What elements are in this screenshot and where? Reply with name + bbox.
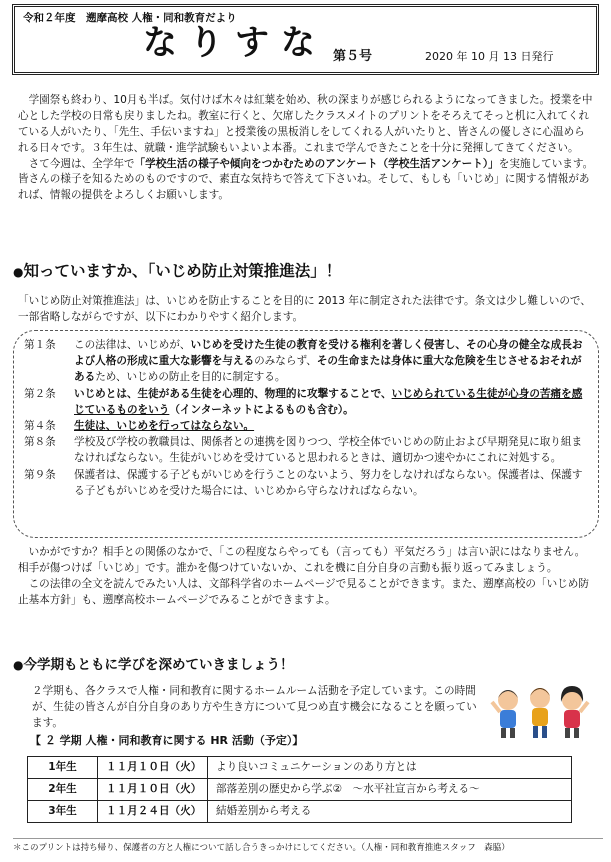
date-cell: １１月２４日（火） [98,801,208,823]
article-8 [24,434,590,466]
a1-text-2: のみならず、 [254,355,317,368]
hr-schedule-table [27,756,572,823]
intro-paragraph-1: 学園祭も終わり、10月も半ば。気付けば木々は紅葉を始め、秋の深まりが感じられるようになってきました。授業を中心とした学校の日常も戻りましたね。教室に行くと、欠席したクラスメイトのプリントをそろえてそっと机に入れてくれている人がいたり、「先生、手伝いますね」と授業後の黒板消しをしてくれる人がいたりと、皆さんの優しさに心温められる日々です。３年生は、就職・進学試験もいよいよ本番。これまで学んできたことを十分に発揮してきてください。 [18,94,593,154]
law-articles-box [13,330,599,538]
article-1 [24,337,590,386]
a1-text-3: ため、いじめの防止を目的に制定する。 [95,371,286,384]
grade-cell: 3年生 [28,801,98,823]
date-cell: １１月１０日（火） [98,757,208,779]
child-middle-icon [530,688,550,738]
a1-bold-2: その生命または身体に重大な危険を生じさせるおそれがある [74,355,582,384]
a2-underline: いじめられている生徒が心身の苦痛を感じているものをいう [74,387,583,416]
law-section-title [13,260,341,283]
article-number: 第８条 [24,436,56,449]
term-section-title [13,655,293,675]
term-text: ２学期も、各クラスで人権・同和教育に関するホームルーム活動を予定しています。この時間が、生徒の皆さんが自分自身のあり方や生き方について見つめ直す機会になることを願っています。 [32,685,477,729]
reflection-paragraph-2: この法律の全文を読んでみたい人は、文部科学省のホームページで見ることができます。また、遡摩高校の「いじめ防止基本方針」も、遡摩高校ホームページでみることができますよ。 [18,577,589,606]
grade-cell: 1年生 [28,757,98,779]
newsletter-title: なりすな [143,23,327,63]
child-right-icon [561,686,588,738]
article-text: 生徒は、いじめを行ってはならない。 [74,420,255,433]
intro-p2-post: を実施しています。皆さんの様子を知るためのものですので、素直な気持ちで答えて下さいね。そして、もしも「いじめ」に関する情報があれば、情報の提供をよろしくお願いします。 [18,157,594,202]
child-left-icon [492,690,518,738]
a1-text-1: この法律は、いじめが、 [74,339,191,351]
intro-paragraph-2 [18,157,595,205]
intro-section [18,93,595,204]
bullet-icon: ● [13,658,24,672]
article-text: 保護者は、保護する子どもがいじめを行うことのないよう、努力をしなければならない。保護者は、保護する子どもがいじめを受けた場合には、いじめから守らなければならない。 [74,468,583,497]
article-number: 第２条 [24,387,56,400]
schedule-table-title: 【 ２ 学期 人権・同和教育に関する HR 活動（予定）】 [30,734,304,747]
term-title-text: 今学期もともに学びを深めていきましょう！ [23,657,294,673]
a1-bold-1: いじめを受けた生徒の教育を受ける権利を著しく侵害し、その心身の健全な成長および人格の形成に重大な影響を与える [74,339,583,368]
article-text [74,386,590,418]
article-number: 第１条 [24,339,56,351]
table-row [28,757,572,779]
newsletter-header [12,4,599,75]
a2-bold-1: いじめとは、生徒がある生徒を心理的、物理的に攻撃することで、 [74,387,392,400]
article-number: 第９条 [24,468,56,481]
table-row [28,801,572,823]
law-title-text: 知っていますか、「いじめ防止対策推進法」！ [23,262,342,280]
survey-name: 「学校生活の様子や傾向をつかむためのアンケート（学校生活アンケート）」 [134,157,499,170]
article-text [74,337,590,386]
issue-number: 第５号 [333,49,373,64]
topic-cell: より良いコミュニケーションのあり方とは [208,757,572,779]
date-cell: １１月１０日（火） [98,779,208,801]
article-4 [24,418,590,434]
children-illustration-icon [490,678,590,740]
a2-bold-2: （インターネットによるものも含む）。 [169,403,354,416]
article-text: 学校及び学校の教職員は、関係者との連携を図りつつ、学校全体でいじめの防止および早期発見に取り組まなければならない。生徒がいじめを受けていると思われるときは、適切かつ速やかにこれに対処する。 [74,436,583,465]
law-intro: 「いじめ防止対策推進法」は、いじめを防止することを目的に 2013 年に制定された法律です。条文は少し難しいので、一部省略しながらですが、以下にわかりやすく紹介します。 [18,295,591,323]
article-2 [24,386,590,418]
school-line: 令和２年度 遡摩高校 人権・同和教育だより [23,12,237,24]
reflection-section [18,545,595,609]
reflection-paragraph-1: いかがですか？相手との関係のなかで、「この程度ならやっても（言っても）平気だろう」は言い訳にはなりません。相手が傷つけば「いじめ」です。誰かを傷つけていないか、これを機に自分自身の言動も振り返ってみましょう。 [18,546,586,574]
article-number: 第４条 [24,420,56,433]
intro-p2-pre: さて今週は、全学年で [28,157,135,170]
issue-date: 2020 年 10 月 13 日発行 [425,50,554,63]
article-9 [24,467,590,499]
bullet-icon: ● [13,265,24,279]
topic-cell: 部落差別の歴史から学ぶ② ～水平社宣言から考える～ [208,779,572,801]
footer-note: ＊このプリントは持ち帰り、保護者の方と人権について話し合うきっかけにしてください。（人権・同和教育推進スタッフ 森脇） [13,838,603,855]
topic-cell: 結婚差別から考える [208,801,572,823]
table-row [28,779,572,801]
grade-cell: 2年生 [28,779,98,801]
